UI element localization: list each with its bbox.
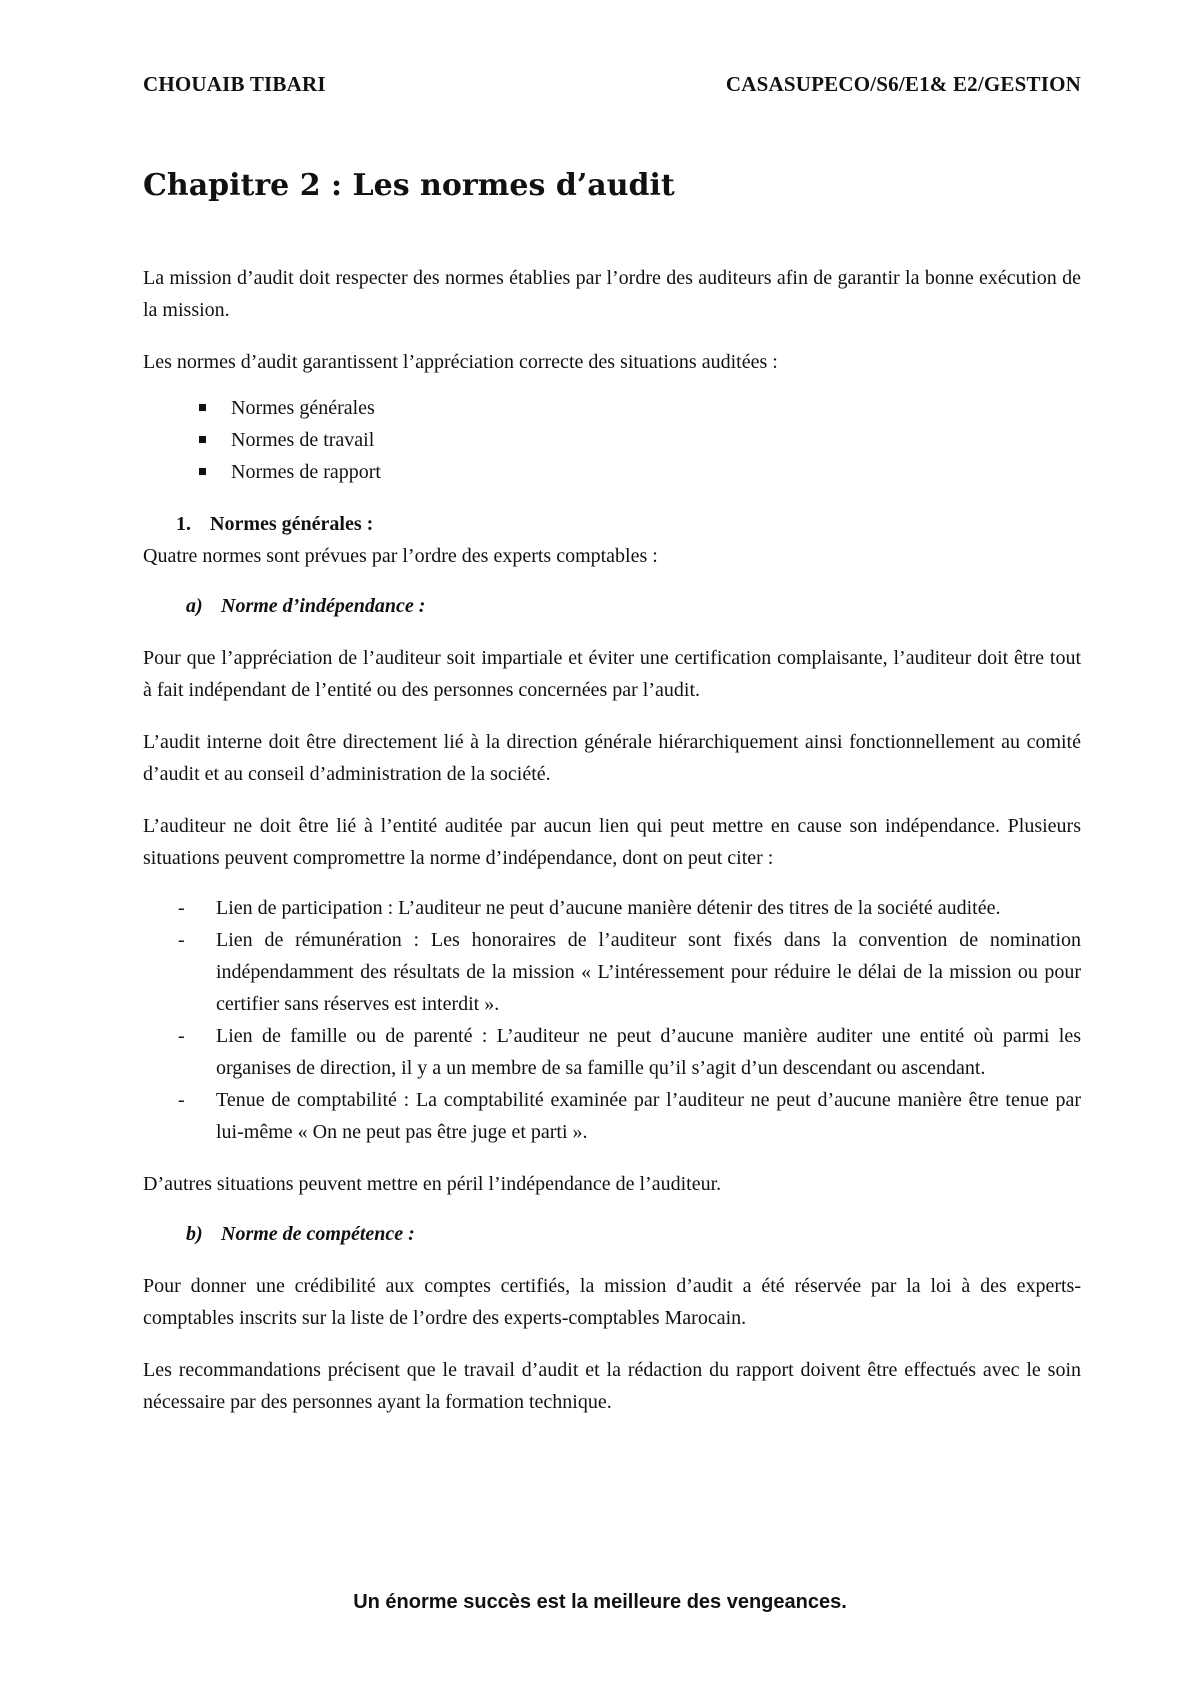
section-number: 1. [176,513,191,535]
intro-paragraph-2: Les normes d’audit garantissent l’appréciation correcte des situations auditées : [143,351,778,373]
list-item [231,392,1081,424]
dash-bullet: - [178,897,185,919]
subsection-heading-b [143,1218,1081,1250]
list-item [231,424,1081,456]
square-bullet-icon [199,404,206,411]
subsection-heading-a [143,590,1081,622]
list-item-label: Normes de rapport [231,461,381,483]
page-footer: Un énorme succès est la meilleure des vengeances. [353,1591,847,1613]
subsection-title: Norme d’indépendance : [221,595,426,617]
list-item-text: Lien de rémunération : Les honoraires de l’auditeur sont fixés dans la convention de nomination indépendamment des résultats de la mission « L’intéressement pour réduire le délai de la mission ou pour certifier sans réserves est interdit ». [216,929,1081,1015]
dash-bullet: - [178,1089,185,1111]
section-heading [143,508,1081,540]
norms-list [143,392,1081,488]
list-item [231,456,1081,488]
list-item-text: Lien de famille ou de parenté : L’auditeur ne peut d’aucune manière auditer une entité où parmi les organises de direction, il y a un membre de sa famille qu’il s’agit d’un descendant ou ascendant. [216,1025,1081,1079]
paragraph: L’auditeur ne doit être lié à l’entité auditée par aucun lien qui peut mettre en cause son indépendance. Plusieurs situations peuvent compromettre la norme d’indépendance, dont on peut citer : [143,815,1081,869]
square-bullet-icon [199,436,206,443]
page-header [143,72,1081,97]
subsection-label: b) [186,1223,203,1245]
list-item [178,892,1081,924]
header-reference: CASASUPECO/S6/E1& E2/GESTION [725,72,1081,96]
subsection-label: a) [186,595,203,617]
list-item-text: Lien de participation : L’auditeur ne peut d’aucune manière détenir des titres de la société auditée. [216,897,1001,919]
list-item-label: Normes générales [231,397,375,419]
list-item [178,1020,1081,1084]
section-intro: Quatre normes sont prévues par l’ordre des experts comptables : [143,545,658,567]
chapter-title: Chapitre 2 : Les normes d’audit [143,168,675,203]
paragraph: L’audit interne doit être directement lié à la direction générale hiérarchiquement ainsi fonctionnellement au comité d’audit et au conseil d’administration de la société. [143,731,1081,785]
paragraph: Pour que l’appréciation de l’auditeur soit impartiale et éviter une certification complaisante, l’auditeur doit être tout à fait indépendant de l’entité ou des personnes concernées par l’audit. [143,647,1081,701]
independence-risks-list [143,892,1081,1148]
paragraph: Pour donner une crédibilité aux comptes certifiés, la mission d’audit a été réservée par la loi à des experts-comptables inscrits sur la liste de l’ordre des experts-comptables Marocain. [143,1275,1081,1329]
square-bullet-icon [199,468,206,475]
paragraph: D’autres situations peuvent mettre en péril l’indépendance de l’auditeur. [143,1173,722,1195]
dash-bullet: - [178,1025,185,1047]
paragraph: Les recommandations précisent que le travail d’audit et la rédaction du rapport doivent être effectués avec le soin nécessaire par des personnes ayant la formation technique. [143,1359,1081,1413]
list-item [178,1084,1081,1148]
list-item-text: Tenue de comptabilité : La comptabilité examinée par l’auditeur ne peut d’aucune manière être tenue par lui-même « On ne peut pas être juge et parti ». [216,1089,1081,1143]
intro-paragraph-1: La mission d’audit doit respecter des normes établies par l’ordre des auditeurs afin de garantir la bonne exécution de la mission. [143,267,1081,321]
header-author: CHOUAIB TIBARI [143,72,326,96]
document-body [143,262,1081,1418]
dash-bullet: - [178,929,185,951]
section-title: Normes générales : [210,513,374,535]
list-item [178,924,1081,1020]
list-item-label: Normes de travail [231,429,375,451]
subsection-title: Norme de compétence : [221,1223,415,1245]
